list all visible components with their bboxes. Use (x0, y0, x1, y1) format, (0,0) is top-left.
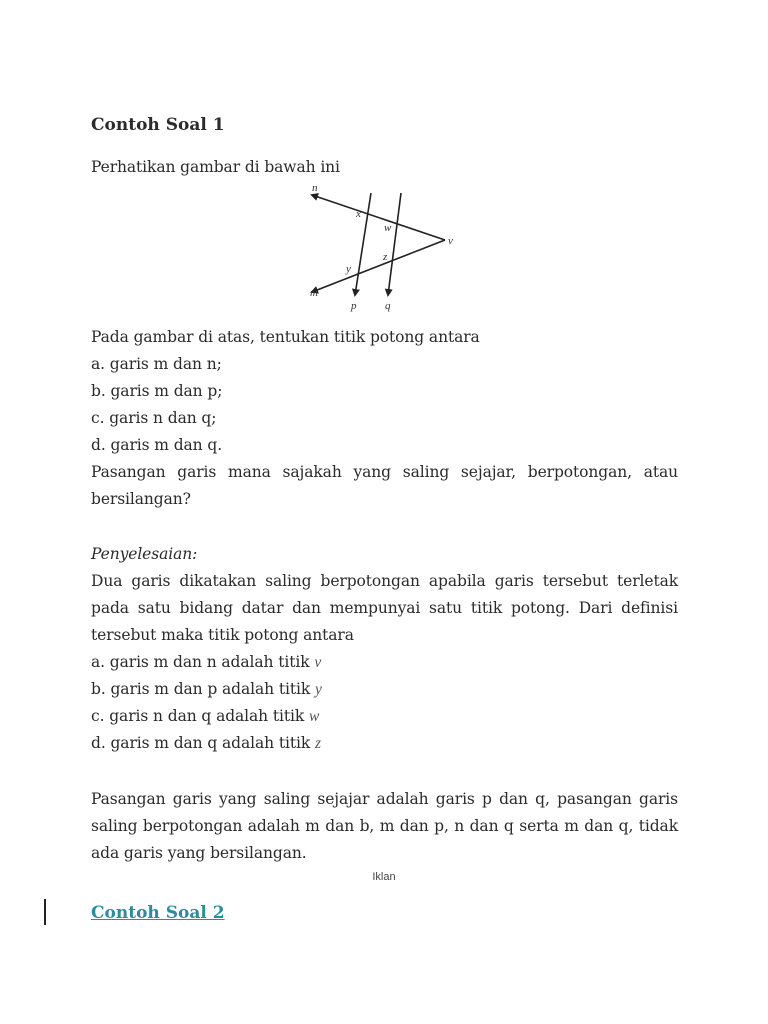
question-item: d. garis m dan q. (91, 436, 223, 454)
label-m: m (310, 287, 318, 299)
question-item: c. garis n dan q; (91, 409, 217, 427)
answer-item: d. garis m dan q adalah titik z (91, 734, 321, 752)
answer-point: v (314, 654, 322, 671)
ad-label: Iklan (372, 871, 396, 883)
lines-figure (300, 180, 470, 315)
label-w: w (384, 222, 392, 234)
solution-heading: Penyelesaian: (91, 545, 198, 563)
question-block (91, 324, 678, 513)
label-x: x (356, 208, 361, 220)
label-y: y (346, 263, 351, 275)
text-cursor (44, 899, 46, 925)
question-prompt: Pada gambar di atas, tentukan titik potong antara (91, 328, 480, 346)
line-q (388, 193, 401, 295)
answer-point: w (308, 708, 320, 725)
section-1-heading: Contoh Soal 1 (91, 115, 225, 135)
answer-point: z (314, 735, 321, 752)
label-q: q (385, 300, 391, 312)
answer-item: b. garis m dan p adalah titik y (91, 680, 322, 698)
label-z: z (383, 251, 388, 263)
label-n: n (312, 182, 318, 194)
answer-point: y (314, 681, 322, 698)
answer-item: a. garis m dan n adalah titik v (91, 653, 322, 671)
intro-text: Perhatikan gambar di bawah ini (91, 158, 340, 176)
section-2-link[interactable]: Contoh Soal 2 (91, 903, 225, 923)
label-v: v (448, 235, 453, 247)
line-m (312, 240, 445, 292)
question-item: b. garis m dan p; (91, 382, 223, 400)
question-item: a. garis m dan n; (91, 355, 222, 373)
solution-block (91, 541, 678, 757)
solution-conclusion: Pasangan garis yang saling sejajar adalah garis p dan q, pasangan garis saling berpotongan adalah m dan b, m dan p, n dan q serta m dan q, tidak ada garis yang bersilangan. (91, 790, 678, 862)
label-p: p (351, 300, 357, 312)
answer-item: c. garis n dan q adalah titik w (91, 707, 320, 725)
question-followup: Pasangan garis mana sajakah yang saling sejajar, berpotongan, atau bersilangan? (91, 463, 678, 508)
solution-body: Dua garis dikatakan saling berpotongan apabila garis tersebut terletak pada satu bidang datar dan mempunyai satu titik potong. Dari definisi tersebut maka titik potong antara (91, 572, 678, 644)
line-n (312, 195, 445, 240)
